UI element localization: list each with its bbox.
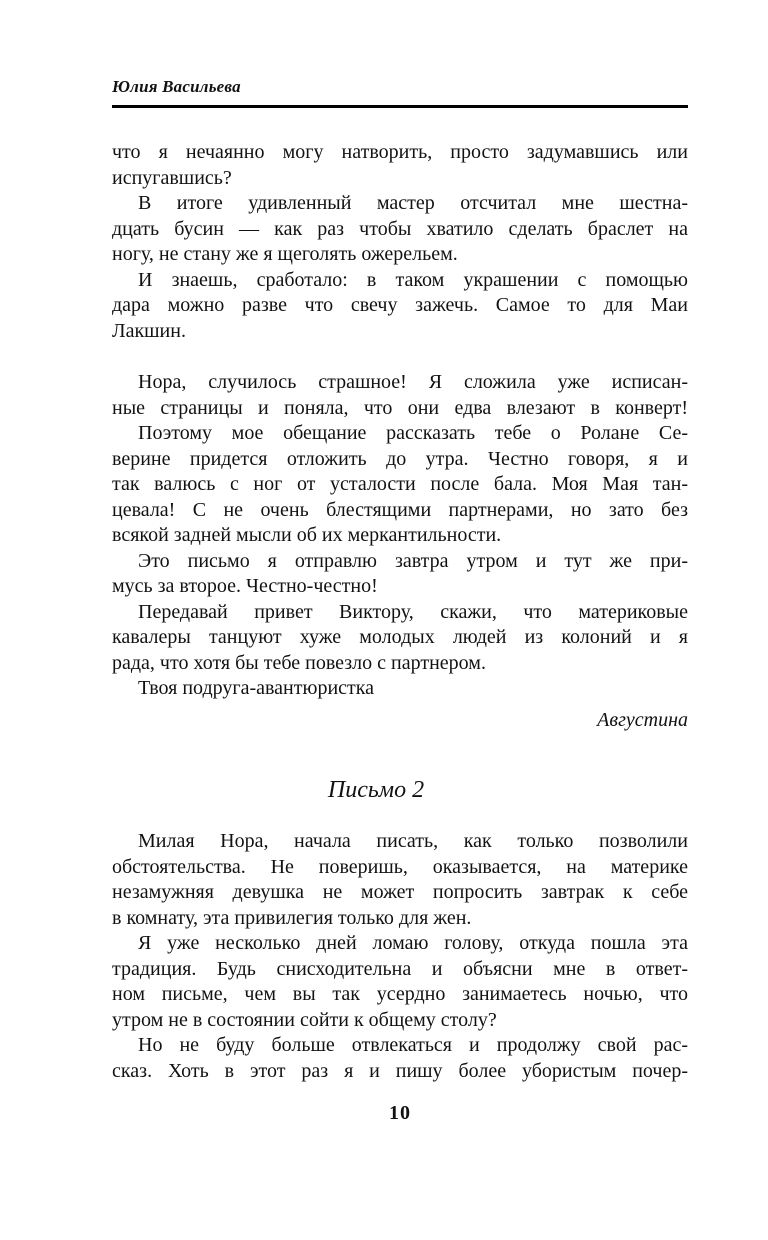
text-line: Твоя подруга-авантюристка <box>138 677 375 699</box>
text-line: мусь за второе. Честно-честно! <box>112 575 378 597</box>
text-line: верине придется отложить до утра. Честно говоря, я и <box>112 447 688 470</box>
text-line: в комнату, эта привилегия только для жен. <box>112 906 472 929</box>
text-line: И знаешь, сработало: в таком украшении с помощью <box>138 268 688 291</box>
paragraph <box>112 549 688 600</box>
text-line: ном письме, чем вы так усердно занимаетесь ночью, что <box>112 983 688 1005</box>
text-line: всякой задней мысли об их меркантильности. <box>112 524 502 546</box>
text-line: Но не буду больше отвлекаться и продолжу свой рас- <box>138 1034 688 1056</box>
text-line: Поэтому мое обещание рассказать тебе о Ролане Се- <box>138 422 688 444</box>
text-line: дцать бусин — как раз чтобы хватило сделать браслет на <box>112 217 688 240</box>
text-line: обстоятельства. Не поверишь, оказывается, на материке <box>112 855 688 878</box>
letter-heading: Письмо 2 <box>327 777 425 803</box>
running-header <box>112 76 688 108</box>
text-line: цевала! С не очень блестящими партнерами, но зато без <box>112 498 688 521</box>
text-line: ные страницы и поняла, что они едва влезают в конверт! <box>112 396 688 419</box>
text-line: Это письмо я отправлю завтра утром и тут же при- <box>138 549 688 572</box>
text-line: Я уже несколько дней ломаю голову, откуда пошла эта <box>138 932 688 954</box>
paragraph <box>112 829 688 931</box>
text-line: так валюсь с ног от усталости после бала. Моя Мая тан- <box>112 473 688 495</box>
paragraph <box>112 931 688 1033</box>
text-line: испугавшись? <box>112 166 232 189</box>
paragraph <box>112 140 688 191</box>
text-line: ногу, не стану же я щеголять ожерельем. <box>112 243 458 265</box>
text-line: утром не в состоянии сойти к общему столу? <box>112 1008 497 1031</box>
page-body <box>112 140 688 1084</box>
page-number: 10 <box>389 1102 411 1124</box>
paragraph <box>112 600 688 677</box>
text-line: сказ. Хоть в этот раз я и пишу более убористым почер- <box>112 1059 688 1082</box>
page-footer <box>112 1100 688 1126</box>
text-line: Милая Нора, начала писать, как только позволили <box>138 830 688 852</box>
text-line: традиция. Будь снисходительна и объясни мне в ответ- <box>112 957 688 980</box>
text-line: рада, что хотя бы тебе повезло с партнером. <box>112 651 486 674</box>
letter-signature: Августина <box>597 708 688 731</box>
text-line: незамужняя девушка не может попросить завтрак к себе <box>112 881 688 903</box>
paragraph <box>112 421 688 549</box>
text-line: В итоге удивленный мастер отсчитал мне шестна- <box>138 192 688 214</box>
author-name: Юлия Васильева <box>112 77 241 96</box>
paragraph <box>112 370 688 421</box>
text-line: Передавай привет Виктору, скажи, что материковые <box>138 600 688 623</box>
paragraph <box>112 191 688 268</box>
paragraph <box>112 676 688 702</box>
text-line: дара можно разве что свечу зажечь. Самое то для Маи <box>112 294 688 316</box>
paragraph <box>112 1033 688 1084</box>
header-rule <box>112 105 688 108</box>
paragraph <box>112 268 688 345</box>
text-line: Лакшин. <box>112 319 186 342</box>
text-line: что я нечаянно могу натворить, просто задумавшись или <box>112 141 688 163</box>
text-line: кавалеры танцуют хуже молодых людей из колоний и я <box>112 626 688 648</box>
text-line: Нора, случилось страшное! Я сложила уже исписан- <box>138 371 688 393</box>
